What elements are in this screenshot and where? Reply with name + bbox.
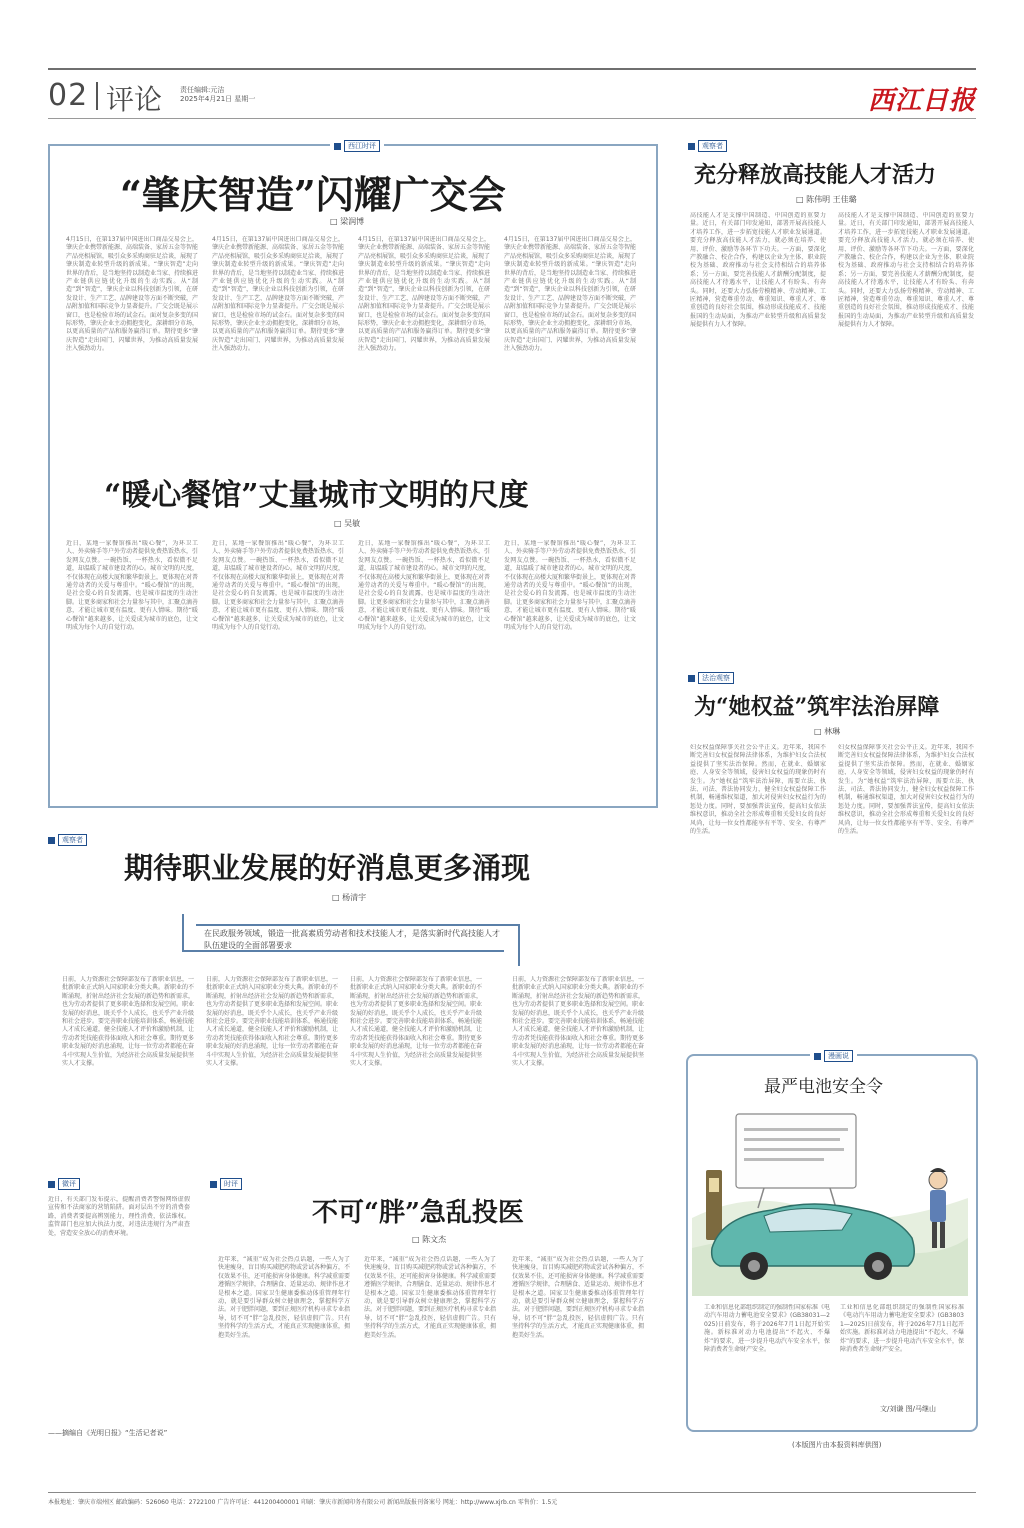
- article-body-col: 4月15日，在第137届中国进出口商品交易会上，肇庆企业携带新能源、高端装备、家居五金等智能产品亮相展馆，吸引众多采购商驻足洽谈，展现了肇庆制造业转型升级的新成果。“肇庆智造”走向世界的背后，是当地坚持以制造业当家、持续推进产业链供应链优化升级的生动实践。从“制造”到“智造”，肇庆企业以科技创新为引领，在研发设计、生产工艺、品牌建设等方面不断突破，产品附加值和国际竞争力显著提升。广交会既是展示窗口，也是检验市场的试金石。面对复杂多变的国际形势，肇庆企业主动拥抱变化，深耕细分市场，以更高质量的产品和服务赢得订单。期待更多“肇庆智造”走出国门、闪耀世界，为推动高质量发展注入强劲动力。: [504, 236, 636, 353]
- car-hub: [748, 1260, 760, 1272]
- car-hub: [872, 1260, 884, 1272]
- pull-quote: 在民政服务领域，锻造一批高素质劳动者和技术技能人才，是落实新时代高技能人才队伍建设的全面部署要求: [204, 929, 500, 950]
- cartoon-illustration: [692, 1098, 968, 1296]
- date-line: 2025年4月21日 星期一: [180, 95, 256, 103]
- article-body-col: 近日，某地一家餐馆推出“暖心餐”，为环卫工人、外卖骑手等户外劳动者提供免费热饭热水，引发网友点赞。一碗热饭、一杯热水，看似微不足道，却温暖了城市建设者的心。城市文明的尺度，不仅体现在高楼大厦和繁华街景上，更体现在对普通劳动者的关爱与尊重中。“暖心餐馆”的出现，是社会爱心的自发流露，也是城市温度的生动注脚。让更多商家和社会力量参与其中，汇聚点滴善意，才能让城市更有温度、更有人情味。期待“暖心餐馆”越来越多，让关爱成为城市的底色，让文明成为每个人的自觉行动。: [212, 540, 344, 632]
- board-line: [744, 1148, 844, 1151]
- header-rule: [48, 118, 976, 119]
- board-line: [744, 1128, 848, 1131]
- headline-warm-restaurant: “暖心餐馆”丈量城市文明的尺度: [104, 478, 529, 513]
- article-tag: 法治观察: [688, 672, 734, 684]
- article-body-col: 高技能人才是支撑中国制造、中国创造的重要力量。近日，有关部门印发通知，部署开展高技能人才培养工作，进一步拓宽技能人才职业发展通道。要充分释放高技能人才活力，就必须在培养、使用、评价、激励等各环节下功夫。一方面，要深化产教融合、校企合作，构建以企业为主体、职业院校为基础、政府推动与社会支持相结合的培养体系；另一方面，要完善技能人才薪酬分配制度，提高技能人才待遇水平，让技能人才有盼头、有奔头。同时，还要大力弘扬劳模精神、劳动精神、工匠精神，营造尊重劳动、尊重知识、尊重人才、尊重创造的良好社会氛围，推动形成技能成才、技能报国的生动局面，为推动产业转型升级和高质量发展提供有力人才保障。: [690, 212, 826, 329]
- cartoon-caption: 工业和信息化部组织制定的强制性国家标准《电动汽车用动力蓄电池安全要求》(GB38031—2025)日前发布，将于2026年7月1日起开始实施。新标准对动力电池提出“不起火、不爆炸”的要求，进一步提升电动汽车安全水平，保障消费者生命财产安全。: [704, 1304, 830, 1354]
- headline-weight: 不可“胖”急乱投医: [312, 1198, 524, 1228]
- top-rule: [48, 68, 976, 70]
- article-body-col: 近日，某地一家餐馆推出“暖心餐”，为环卫工人、外卖骑手等户外劳动者提供免费热饭热水，引发网友点赞。一碗热饭、一杯热水，看似微不足道，却温暖了城市建设者的心。城市文明的尺度，不仅体现在高楼大厦和繁华街景上，更体现在对普通劳动者的关爱与尊重中。“暖心餐馆”的出现，是社会爱心的自发流露，也是城市温度的生动注脚。让更多商家和社会力量参与其中，汇聚点滴善意，才能让城市更有温度、更有人情味。期待“暖心餐馆”越来越多，让关爱成为城市的底色，让文明成为每个人的自觉行动。: [66, 540, 198, 632]
- article-body-col: 日前，人力资源社会保障部发布了新职业信息，一批新职业正式纳入国家职业分类大典。新职业的不断涌现，折射出经济社会发展的新趋势和新需求，也为劳动者提供了更多职业选择和发展空间。职业发展的好消息，既关乎个人成长，也关乎产业升级和社会进步。要完善职业技能培训体系，畅通技能人才成长通道，健全技能人才评价和激励机制，让劳动者凭技能获得体面收入和社会尊重。期待更多职业发展的好消息涌现，让每一位劳动者都能在奋斗中实现人生价值，为经济社会高质量发展提供坚实人才支撑。: [62, 976, 194, 1068]
- cartoon-credit: 文/刘谦 图/马继山: [880, 1405, 936, 1413]
- article-body-col: 近年来，“减重”成为社会热点话题，一些人为了快速瘦身，盲目购买减肥药物或尝试各种偏方，不仅效果不佳，还可能损害身体健康。科学减重需要遵循医学规律，合理膳食、适量运动、规律作息才是根本之道。国家卫生健康委推动体重管理年行动，就是要引导群众树立健康理念，掌握科学方法。对于肥胖问题，要到正规医疗机构寻求专业指导，切不可“胖”急乱投医，轻信虚假广告。只有坚持科学的生活方式，才能真正实现健康体重，拥抱美好生活。: [512, 1256, 644, 1339]
- person-head: [929, 1171, 947, 1189]
- byline: □ 杨清宇: [332, 893, 367, 902]
- cartoon-caption: 工业和信息化部组织制定的强制性国家标准《电动汽车用动力蓄电池安全要求》(GB38031—2025)日前发布，将于2026年7月1日起开始实施。新标准对动力电池提出“不起火、不爆炸”的要求，进一步提升电动汽车安全水平，保障消费者生命财产安全。: [840, 1304, 964, 1354]
- car-window: [764, 1208, 852, 1232]
- byline: □ 梁润博: [330, 217, 365, 226]
- photo-note: (本版图片由本报资料库供图): [792, 1441, 882, 1449]
- article-body-col: 日前，人力资源社会保障部发布了新职业信息，一批新职业正式纳入国家职业分类大典。新职业的不断涌现，折射出经济社会发展的新趋势和新需求，也为劳动者提供了更多职业选择和发展空间。职业发展的好消息，既关乎个人成长，也关乎产业升级和社会进步。要完善职业技能培训体系，畅通技能人才成长通道，健全技能人才评价和激励机制，让劳动者凭技能获得体面收入和社会尊重。期待更多职业发展的好消息涌现，让每一位劳动者都能在奋斗中实现人生价值，为经济社会高质量发展提供坚实人才支撑。: [206, 976, 338, 1068]
- article-body-col: 妇女权益保障事关社会公平正义。近年来，我国不断完善妇女权益保障法律体系，为维护妇女合法权益提供了坚实法治保障。然而，在就业、婚姻家庭、人身安全等领域，侵害妇女权益的现象仍时有发生。为“她权益”筑牢法治屏障，需要立法、执法、司法、普法协同发力，健全妇女权益保障工作机制，畅通维权渠道，加大对侵害妇女权益行为的惩处力度。同时，要加强普法宣传，提高妇女依法维权意识，推动全社会形成尊重和关爱妇女的良好风尚，让每一位女性都能享有平等、安全、有尊严的生活。: [690, 744, 826, 836]
- byline: □ 陈伟明 王佳璐: [796, 195, 857, 204]
- article-tag: 时评: [210, 1178, 242, 1190]
- byline: □ 林琳: [814, 727, 841, 736]
- article-tag: 观察者: [688, 140, 727, 152]
- byline: □ 吴敏: [334, 519, 361, 528]
- article-signature: ——摘编自《光明日报》“生活记者说”: [48, 1429, 168, 1437]
- article-body-col: 近日，某地一家餐馆推出“暖心餐”，为环卫工人、外卖骑手等户外劳动者提供免费热饭热水，引发网友点赞。一碗热饭、一杯热水，看似微不足道，却温暖了城市建设者的心。城市文明的尺度，不仅体现在高楼大厦和繁华街景上，更体现在对普通劳动者的关爱与尊重中。“暖心餐馆”的出现，是社会爱心的自发流露，也是城市温度的生动注脚。让更多商家和社会力量参与其中，汇聚点滴善意，才能让城市更有温度、更有人情味。期待“暖心餐馆”越来越多，让关爱成为城市的底色，让文明成为每个人的自觉行动。: [504, 540, 636, 632]
- section-title: 评论: [106, 83, 163, 116]
- byline: □ 陈文杰: [412, 1235, 447, 1244]
- headline-career: 期待职业发展的好消息更多涌现: [124, 851, 531, 885]
- cartoon-title: 最严电池安全令: [764, 1077, 883, 1097]
- article-body-col: 日前，人力资源社会保障部发布了新职业信息，一批新职业正式纳入国家职业分类大典。新职业的不断涌现，折射出经济社会发展的新趋势和新需求，也为劳动者提供了更多职业选择和发展空间。职业发展的好消息，既关乎个人成长，也关乎产业升级和社会进步。要完善职业技能培训体系，畅通技能人才成长通道，健全技能人才评价和激励机制，让劳动者凭技能获得体面收入和社会尊重。期待更多职业发展的好消息涌现，让每一位劳动者都能在奋斗中实现人生价值，为经济社会高质量发展提供坚实人才支撑。: [350, 976, 482, 1068]
- charger-screen: [709, 1178, 719, 1192]
- article-body-col: 近日，某地一家餐馆推出“暖心餐”，为环卫工人、外卖骑手等户外劳动者提供免费热饭热水，引发网友点赞。一碗热饭、一杯热水，看似微不足道，却温暖了城市建设者的心。城市文明的尺度，不仅体现在高楼大厦和繁华街景上，更体现在对普通劳动者的关爱与尊重中。“暖心餐馆”的出现，是社会爱心的自发流露，也是城市温度的生动注脚。让更多商家和社会力量参与其中，汇聚点滴善意，才能让城市更有温度、更有人情味。期待“暖心餐馆”越来越多，让关爱成为城市的底色，让文明成为每个人的自觉行动。: [358, 540, 490, 632]
- article-body-col: 妇女权益保障事关社会公平正义。近年来，我国不断完善妇女权益保障法律体系，为维护妇女合法权益提供了坚实法治保障。然而，在就业、婚姻家庭、人身安全等领域，侵害妇女权益的现象仍时有发生。为“她权益”筑牢法治屏障，需要立法、执法、司法、普法协同发力，健全妇女权益保障工作机制，畅通维权渠道，加大对侵害妇女权益行为的惩处力度。同时，要加强普法宣传，提高妇女依法维权意识，推动全社会形成尊重和关爱妇女的良好风尚，让每一位女性都能享有平等、安全、有尊严的生活。: [838, 744, 974, 836]
- article-tag: 微评: [48, 1178, 80, 1190]
- tag-square-icon: [688, 143, 695, 150]
- editor-line: 责任编辑:元洁: [180, 86, 225, 94]
- article-body-col: 高技能人才是支撑中国制造、中国创造的重要力量。近日，有关部门印发通知，部署开展高技能人才培养工作，进一步拓宽技能人才职业发展通道。要充分释放高技能人才活力，就必须在培养、使用、评价、激励等各环节下功夫。一方面，要深化产教融合、校企合作，构建以企业为主体、职业院校为基础、政府推动与社会支持相结合的培养体系；另一方面，要完善技能人才薪酬分配制度，提高技能人才待遇水平，让技能人才有盼头、有奔头。同时，还要大力弘扬劳模精神、劳动精神、工匠精神，营造尊重劳动、尊重知识、尊重人才、尊重创造的良好社会氛围，推动形成技能成才、技能报国的生动局面，为推动产业转型升级和高质量发展提供有力人才保障。: [838, 212, 974, 329]
- header-separator: [96, 82, 98, 110]
- person-hair: [930, 1168, 946, 1172]
- tag-square-icon: [814, 1053, 821, 1060]
- article-body-col: 4月15日，在第137届中国进出口商品交易会上，肇庆企业携带新能源、高端装备、家居五金等智能产品亮相展馆，吸引众多采购商驻足洽谈，展现了肇庆制造业转型升级的新成果。“肇庆智造”走向世界的背后，是当地坚持以制造业当家、持续推进产业链供应链优化升级的生动实践。从“制造”到“智造”，肇庆企业以科技创新为引领，在研发设计、生产工艺、品牌建设等方面不断突破，产品附加值和国际竞争力显著提升。广交会既是展示窗口，也是检验市场的试金石。面对复杂多变的国际形势，肇庆企业主动拥抱变化，深耕细分市场，以更高质量的产品和服务赢得订单。期待更多“肇庆智造”走出国门、闪耀世界，为推动高质量发展注入强劲动力。: [66, 236, 198, 353]
- tag-square-icon: [210, 1181, 217, 1188]
- article-tag: 西江时评: [330, 140, 384, 152]
- article-body-col: 4月15日，在第137届中国进出口商品交易会上，肇庆企业携带新能源、高端装备、家居五金等智能产品亮相展馆，吸引众多采购商驻足洽谈，展现了肇庆制造业转型升级的新成果。“肇庆智造”走向世界的背后，是当地坚持以制造业当家、持续推进产业链供应链优化升级的生动实践。从“制造”到“智造”，肇庆企业以科技创新为引领，在研发设计、生产工艺、品牌建设等方面不断突破，产品附加值和国际竞争力显著提升。广交会既是展示窗口，也是检验市场的试金石。面对复杂多变的国际形势，肇庆企业主动拥抱变化，深耕细分市场，以更高质量的产品和服务赢得订单。期待更多“肇庆智造”走出国门、闪耀世界，为推动高质量发展注入强劲动力。: [212, 236, 344, 353]
- header-meta: [180, 86, 255, 104]
- article-body-col: 近日，有关部门发布提示，提醒消费者警惕网络虚假宣传和不法商家的营销陷阱。面对层出不穷的消费套路，消费者要提高辨别能力，理性消费，依法维权。监管部门也应加大执法力度，对违法违规行为严肃查处，营造安全放心的消费环境。: [48, 1196, 190, 1237]
- person-leg: [932, 1222, 937, 1248]
- tag-square-icon: [688, 675, 695, 682]
- article-tag: 观察者: [48, 834, 87, 846]
- person-leg: [940, 1222, 945, 1248]
- article-body-col: 近年来，“减重”成为社会热点话题，一些人为了快速瘦身，盲目购买减肥药物或尝试各种偏方，不仅效果不佳，还可能损害身体健康。科学减重需要遵循医学规律，合理膳食、适量运动、规律作息才是根本之道。国家卫生健康委推动体重管理年行动，就是要引导群众树立健康理念，掌握科学方法。对于肥胖问题，要到正规医疗机构寻求专业指导，切不可“胖”急乱投医，轻信虚假广告。只有坚持科学的生活方式，才能真正实现健康体重，拥抱美好生活。: [218, 1256, 350, 1339]
- masthead-logo: 西江日报: [867, 86, 976, 116]
- article-tag: 漫画说: [810, 1050, 857, 1062]
- tag-square-icon: [48, 837, 55, 844]
- headline-women-rights: 为“她权益”筑牢法治屏障: [694, 694, 940, 720]
- headline-skilled-talent: 充分释放高技能人才活力: [694, 162, 937, 188]
- headline-zhaoqing: “肇庆智造”闪耀广交会: [120, 172, 506, 217]
- footer-info: 本报地址：肇庆市端州区 邮政编码：526060 电话：2722100 广告许可证：441200400001 印刷：肇庆市新闻印务有限公司 新闻出版报刊备案号 网址：http://www.xjrb.cn 零售价：1.5元: [48, 1499, 558, 1506]
- article-body-col: 4月15日，在第137届中国进出口商品交易会上，肇庆企业携带新能源、高端装备、家居五金等智能产品亮相展馆，吸引众多采购商驻足洽谈，展现了肇庆制造业转型升级的新成果。“肇庆智造”走向世界的背后，是当地坚持以制造业当家、持续推进产业链供应链优化升级的生动实践。从“制造”到“智造”，肇庆企业以科技创新为引领，在研发设计、生产工艺、品牌建设等方面不断突破，产品附加值和国际竞争力显著提升。广交会既是展示窗口，也是检验市场的试金石。面对复杂多变的国际形势，肇庆企业主动拥抱变化，深耕细分市场，以更高质量的产品和服务赢得订单。期待更多“肇庆智造”走出国门、闪耀世界，为推动高质量发展注入强劲动力。: [358, 236, 490, 353]
- tag-square-icon: [334, 143, 341, 150]
- footer-rule: [48, 1492, 976, 1493]
- person-jacket: [930, 1190, 946, 1222]
- article-body-col: 近年来，“减重”成为社会热点话题，一些人为了快速瘦身，盲目购买减肥药物或尝试各种偏方，不仅效果不佳，还可能损害身体健康。科学减重需要遵循医学规律，合理膳食、适量运动、规律作息才是根本之道。国家卫生健康委推动体重管理年行动，就是要引导群众树立健康理念，掌握科学方法。对于肥胖问题，要到正规医疗机构寻求专业指导，切不可“胖”急乱投医，轻信虚假广告。只有坚持科学的生活方式，才能真正实现健康体重，拥抱美好生活。: [364, 1256, 496, 1339]
- page-number: 02: [48, 78, 89, 113]
- tag-square-icon: [48, 1181, 55, 1188]
- article-body-col: 日前，人力资源社会保障部发布了新职业信息，一批新职业正式纳入国家职业分类大典。新职业的不断涌现，折射出经济社会发展的新趋势和新需求，也为劳动者提供了更多职业选择和发展空间。职业发展的好消息，既关乎个人成长，也关乎产业升级和社会进步。要完善职业技能培训体系，畅通技能人才成长通道，健全技能人才评价和激励机制，让劳动者凭技能获得体面收入和社会尊重。期待更多职业发展的好消息涌现，让每一位劳动者都能在奋斗中实现人生价值，为经济社会高质量发展提供坚实人才支撑。: [512, 976, 644, 1068]
- board-line: [744, 1158, 824, 1161]
- board-line: [744, 1138, 840, 1141]
